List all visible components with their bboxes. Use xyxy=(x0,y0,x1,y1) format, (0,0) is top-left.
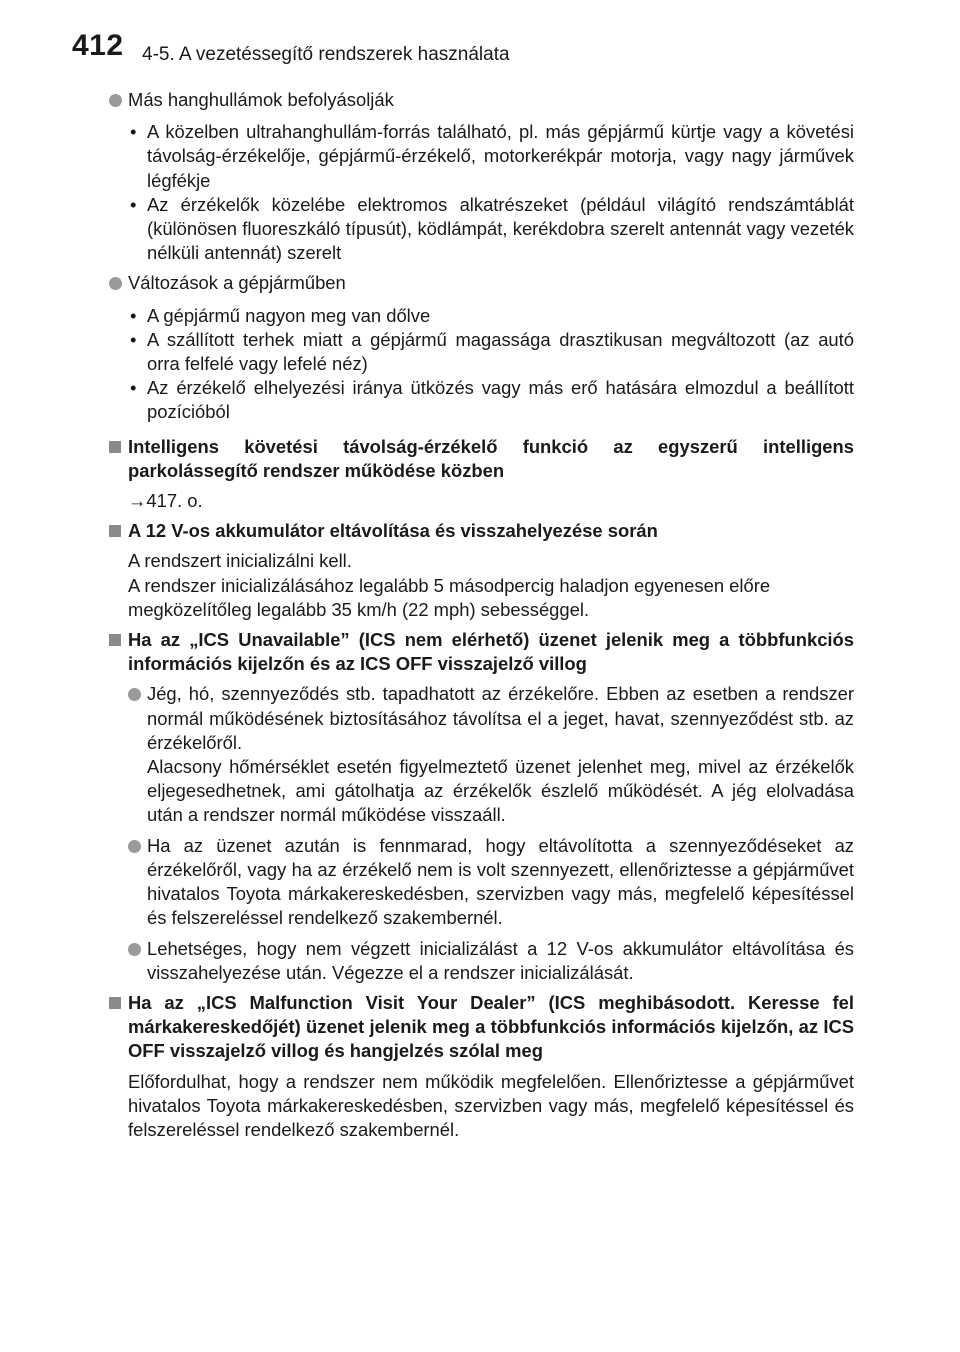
section-heading xyxy=(109,991,854,1064)
list-item-vehicle-changes xyxy=(109,271,854,295)
bullet-item xyxy=(128,193,854,266)
bullet-text: A közelben ultrahanghullám-forrás található, pl. más gépjármű kürtje vagy a követési távolság-érzékelője, gépjármű-érzékelő, motorkerékpár motorja, vagy nagy járművek légfékje xyxy=(147,121,854,191)
section-heading xyxy=(109,435,854,483)
page-number: 412 xyxy=(72,29,124,62)
square-bullet-icon xyxy=(109,997,121,1009)
section-body xyxy=(109,1070,854,1143)
square-bullet-icon xyxy=(109,441,121,453)
page-content xyxy=(109,88,854,1142)
page-reference: →417. o. xyxy=(128,490,203,512)
section-body xyxy=(109,682,854,984)
square-bullet-icon xyxy=(109,525,121,537)
bullet-item xyxy=(128,328,854,376)
heading-text: Ha az „ICS Malfunction Visit Your Dealer” (ICS meghibásodott. Keresse fel márkakereskedőjét) üzenet jelenik meg a többfunkciós információs kijelzőn, az ICS OFF visszajelző villog és hangjelzés szólal meg xyxy=(128,991,854,1062)
circle-bullet-icon xyxy=(128,943,141,956)
circle-bullet-icon xyxy=(109,277,122,290)
bullet-list xyxy=(109,120,854,265)
section-heading xyxy=(109,628,854,676)
dot-bullet-icon: • xyxy=(130,328,137,350)
section-title: 4-5. A vezetéssegítő rendszerek használata xyxy=(142,44,510,65)
dot-bullet-icon: • xyxy=(130,304,137,326)
bullet-list xyxy=(109,304,854,425)
dot-bullet-icon: • xyxy=(130,121,137,143)
item-title: Változások a gépjárműben xyxy=(128,272,346,294)
dot-bullet-icon: • xyxy=(130,377,137,399)
body-text: A rendszer inicializálásához legalább 5 másodpercig haladjon egyenesen előre megközelítőleg legalább 35 km/h (22 mph) sebességgel. xyxy=(128,574,771,620)
heading-text: Ha az „ICS Unavailable” (ICS nem elérhető) üzenet jelenik meg a többfunkciós információs kijelzőn és az ICS OFF visszajelző villog xyxy=(128,629,854,675)
section-body xyxy=(109,549,854,622)
heading-text: A 12 V-os akkumulátor eltávolítása és visszahelyezése során xyxy=(128,520,658,542)
heading-text: Intelligens követési távolság-érzékelő funkció az egyszerű intelligens parkolássegítő rendszer működése közben xyxy=(128,435,854,481)
list-item xyxy=(128,937,854,985)
item-text: Jég, hó, szennyeződés stb. tapadhatott az érzékelőre. Ebben az esetben a rendszer normál működésének biztosításához távolítsa el a jeget, havat, szennyeződést stb. az érzékelőről. xyxy=(147,683,854,753)
circle-bullet-icon xyxy=(109,94,122,107)
list-item xyxy=(128,682,854,827)
item-text: Alacsony hőmérséklet esetén figyelmeztető üzenet jelenhet meg, mivel az érzékelők eljegesedhetnek, ami gátolhatja az érzékelők észlelő működését. A jég elolvadása után a rendszer normál működése visszaáll. xyxy=(147,756,854,826)
body-text: A rendszert inicializálni kell. xyxy=(128,550,352,572)
bullet-item xyxy=(128,120,854,193)
bullet-item xyxy=(128,376,854,424)
bullet-item xyxy=(128,304,854,328)
item-title: Más hanghullámok befolyásolják xyxy=(128,89,394,110)
circle-bullet-icon xyxy=(128,840,141,853)
bullet-text: A gépjármű nagyon meg van dőlve xyxy=(147,304,431,326)
circle-bullet-icon xyxy=(128,688,141,701)
item-text: Lehetséges, hogy nem végzett inicializálást a 12 V-os akkumulátor eltávolítása és visszahelyezése után. Végezze el a rendszer inicializálását. xyxy=(147,937,854,983)
section-heading xyxy=(109,519,854,543)
list-item xyxy=(128,834,854,931)
body-text: Előfordulhat, hogy a rendszer nem működik megfelelően. Ellenőriztesse a gépjárművet hivatalos Toyota márkakereskedésben, szervizben vagy más, megfelelő képesítéssel és felszereléssel rendelkező szakembernél. xyxy=(128,1070,854,1140)
dot-bullet-icon: • xyxy=(130,193,137,215)
bullet-text: Az érzékelők közelébe elektromos alkatrészeket (például világító rendszámtáblát (különösen fluoreszkáló típusút), ködlámpát, kerékdobra szerelt antennát vagy vezeték nélküli antennát) szerelt xyxy=(147,193,854,264)
bullet-text: Az érzékelő elhelyezési iránya ütközés vagy más erő hatására elmozdul a beállított pozícióból xyxy=(147,377,854,423)
bullet-text: A szállított terhek miatt a gépjármű magassága drasztikusan megváltozott (az autó orra felfelé vagy lefelé néz) xyxy=(147,328,854,375)
list-item-other-sound-waves xyxy=(109,88,854,112)
square-bullet-icon xyxy=(109,634,121,646)
item-text: Ha az üzenet azután is fennmarad, hogy eltávolította a szennyeződéseket az érzékelőről, vagy ha az érzékelő nem is volt szennyezett, ellenőriztesse a gépjárművet hivatalos Toyota márkakereskedésben, szervizben vagy más, megfelelő képesítéssel és felszereléssel rendelkező szakembernél. xyxy=(147,834,854,929)
